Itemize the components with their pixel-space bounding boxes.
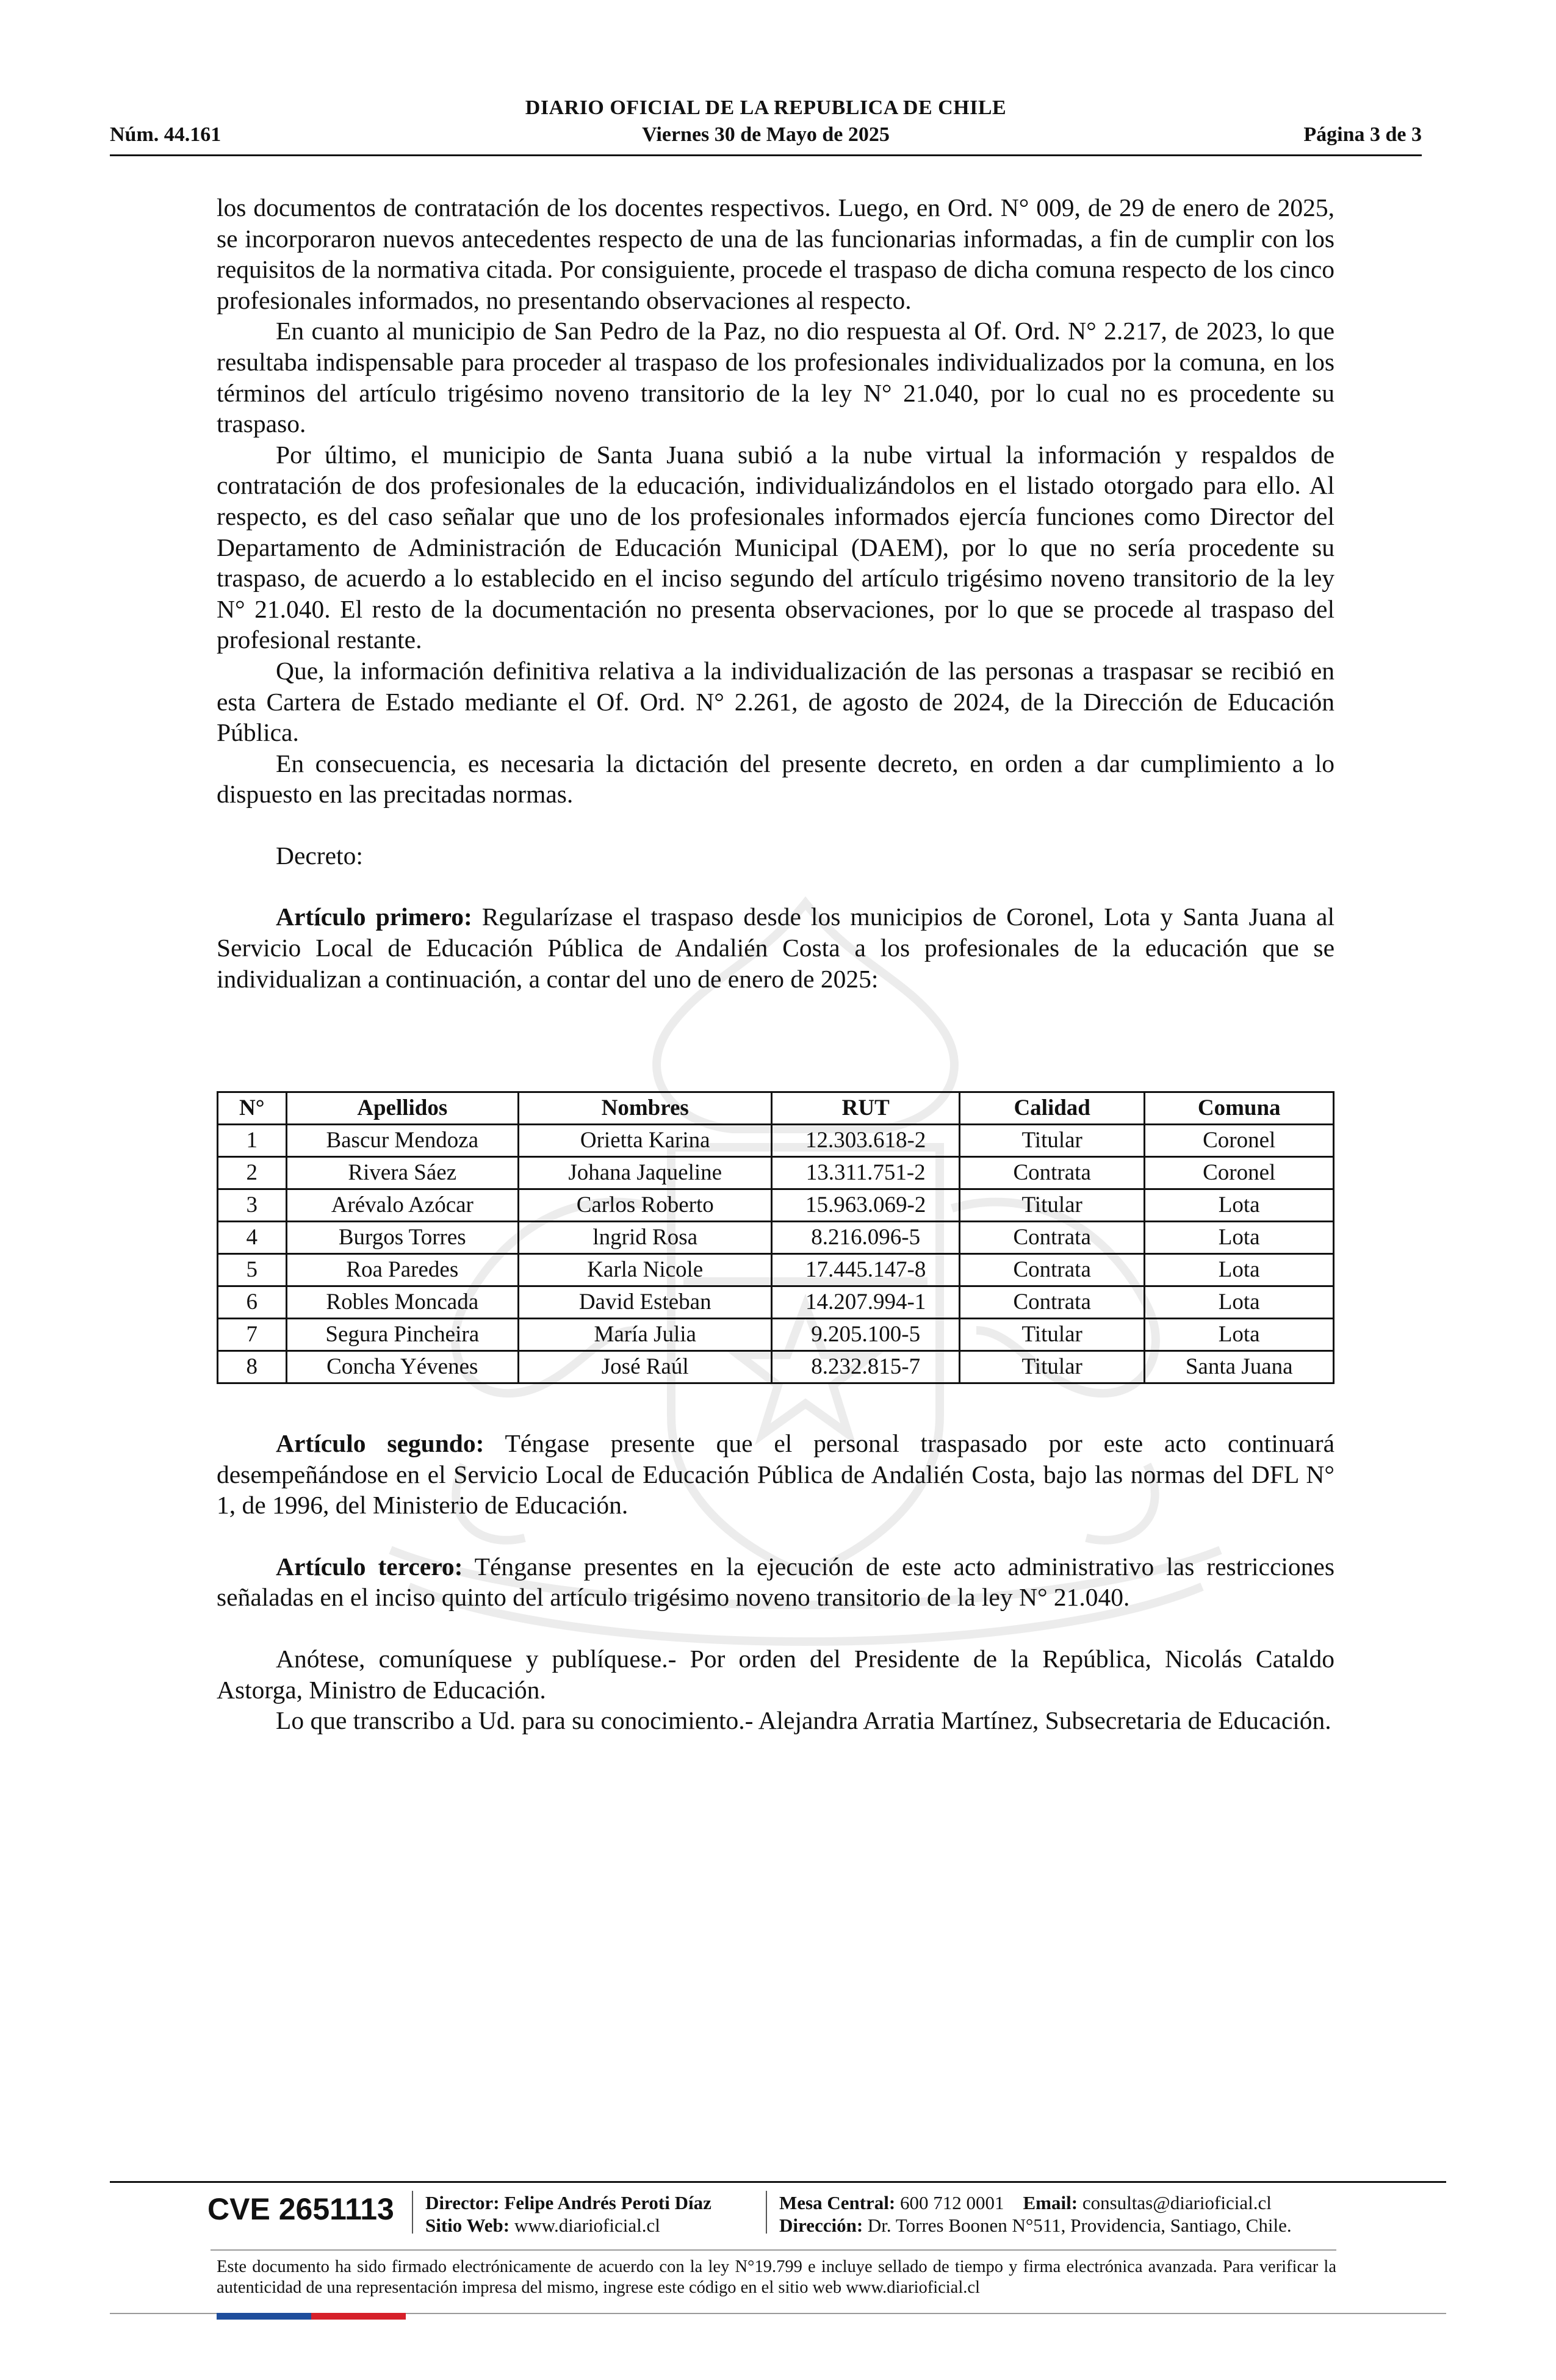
footer-mid-rule bbox=[211, 2249, 1336, 2251]
table-cell: Contrata bbox=[959, 1157, 1144, 1189]
table-cell: 2 bbox=[218, 1157, 287, 1189]
table-cell: 7 bbox=[218, 1319, 287, 1351]
flag-stripe bbox=[217, 2313, 406, 2320]
table-cell: Contrata bbox=[959, 1222, 1144, 1254]
table-cell: 13.311.751-2 bbox=[772, 1157, 959, 1189]
table-row bbox=[218, 1125, 1334, 1157]
table-cell: Contrata bbox=[959, 1254, 1144, 1286]
article-text: Regularízase el traspaso desde los municipios de Coronel, Lota y Santa Juana al Servicio Local de Educación Pública de Andalién Costa a los profesionales de la educación que se individualizan a continuación, a contar del uno de enero de 2025: bbox=[217, 903, 1335, 993]
closing-transcription: Lo que transcribo a Ud. para su conocimiento.- Alejandra Arratia Martínez, Subsecretaria de Educación. bbox=[276, 1706, 1331, 1735]
table-cell: Roa Paredes bbox=[286, 1254, 518, 1286]
paragraph: Por último, el municipio de Santa Juana subió a la nube virtual la información y respaldos de contratación de dos profesionales de la educación, individualizándolos en el listado otorgado para ello. Al respecto, es del caso señalar que uno de los profesionales informados ejercía funciones como Director del Departamento de Administración de Educación Municipal (DAEM), por lo que no sería procedente su traspaso, de acuerdo a lo establecido en el inciso segundo del artículo trigésimo noveno transitorio de la ley N° 21.040. El resto de la documentación no presenta observaciones, por lo que se procede al traspaso del profesional restante. bbox=[217, 440, 1334, 654]
table-cell: Lota bbox=[1145, 1189, 1334, 1222]
table-cell: Titular bbox=[959, 1125, 1144, 1157]
footer-divider bbox=[766, 2191, 767, 2234]
table-cell: Lota bbox=[1145, 1286, 1334, 1319]
article-text: Téngase presente que el personal traspasado por este acto continuará desempeñándose en el Servicio Local de Educación Pública de Andalién Costa, bajo las normas del DFL N° 1, de 1996, del Ministerio de Educación. bbox=[217, 1429, 1335, 1520]
column-header: RUT bbox=[772, 1092, 959, 1125]
table-cell: María Julia bbox=[518, 1319, 772, 1351]
table-row bbox=[218, 1189, 1334, 1222]
table-cell: Titular bbox=[959, 1189, 1144, 1222]
table-cell: 8.232.815-7 bbox=[772, 1351, 959, 1383]
article-text: Ténganse presentes en la ejecución de este acto administrativo las restricciones señaladas en el inciso quinto del artículo trigésimo noveno transitorio de la ley N° 21.040. bbox=[217, 1552, 1335, 1612]
issue-number: Núm. 44.161 bbox=[110, 123, 222, 146]
table-cell: 6 bbox=[218, 1286, 287, 1319]
site-link[interactable]: www.diarioficial.cl bbox=[514, 2215, 660, 2236]
professionals-table bbox=[217, 1091, 1334, 1384]
director-name: Felipe Andrés Peroti Díaz bbox=[504, 2192, 711, 2213]
table-cell: David Esteban bbox=[518, 1286, 772, 1319]
table-row bbox=[218, 1351, 1334, 1383]
table-cell: Segura Pincheira bbox=[286, 1319, 518, 1351]
issue-date: Viernes 30 de Mayo de 2025 bbox=[642, 123, 890, 146]
table-cell: Karla Nicole bbox=[518, 1254, 772, 1286]
table-cell: 12.303.618-2 bbox=[772, 1125, 959, 1157]
address-label: Dirección: bbox=[779, 2215, 863, 2236]
column-header: Apellidos bbox=[286, 1092, 518, 1125]
paragraph: En cuanto al municipio de San Pedro de la Paz, no dio respuesta al Of. Ord. N° 2.217, de 2023, lo que resultaba indispensable para proceder al traspaso de los profesionales individualizados por la comuna, en los términos del artículo trigésimo noveno transitorio de la ley N° 21.040, por lo cual no es procedente su traspaso. bbox=[217, 317, 1334, 438]
table-cell: Orietta Karina bbox=[518, 1125, 772, 1157]
table-cell: 5 bbox=[218, 1254, 287, 1286]
table-cell: Concha Yévenes bbox=[286, 1351, 518, 1383]
table-cell: 8 bbox=[218, 1351, 287, 1383]
table-cell: Coronel bbox=[1145, 1157, 1334, 1189]
table-row bbox=[218, 1319, 1334, 1351]
director-label: Director: bbox=[425, 2192, 500, 2213]
column-header: Comuna bbox=[1145, 1092, 1334, 1125]
mesa-phone: 600 712 0001 bbox=[900, 2192, 1004, 2213]
table-cell: Bascur Mendoza bbox=[286, 1125, 518, 1157]
table-header-row bbox=[218, 1092, 1334, 1125]
footer-divider bbox=[412, 2191, 413, 2234]
flag-blue-segment bbox=[217, 2313, 311, 2320]
footer-top-rule bbox=[110, 2181, 1446, 2183]
table-cell: Burgos Torres bbox=[286, 1222, 518, 1254]
table-row bbox=[218, 1254, 1334, 1286]
table-cell: Lota bbox=[1145, 1319, 1334, 1351]
article-label: Artículo tercero: bbox=[276, 1552, 463, 1581]
table-cell: Rivera Sáez bbox=[286, 1157, 518, 1189]
table-cell: 8.216.096-5 bbox=[772, 1222, 959, 1254]
table-row bbox=[218, 1286, 1334, 1319]
article-label: Artículo primero: bbox=[276, 903, 472, 931]
paragraph: Que, la información definitiva relativa a la individualización de las personas a traspasar se recibió en esta Cartera de Estado mediante el Of. Ord. N° 2.261, de agosto de 2024, de la Dirección de Educación Pública. bbox=[217, 656, 1334, 747]
paragraph: los documentos de contratación de los docentes respectivos. Luego, en Ord. N° 009, de 29 de enero de 2025, se incorporaron nuevos antecedentes respecto de una de las funcionarias informadas, a fin de cumplir con los requisitos de la normativa citada. Por consiguiente, procede el traspaso de dicha comuna respecto de los cinco profesionales informados, no presentando observaciones al respecto. bbox=[217, 193, 1334, 314]
table-cell: 9.205.100-5 bbox=[772, 1319, 959, 1351]
table-cell: 1 bbox=[218, 1125, 287, 1157]
table-cell: 4 bbox=[218, 1222, 287, 1254]
header-rule bbox=[110, 154, 1422, 156]
cve-code: CVE 2651113 bbox=[207, 2192, 394, 2226]
table-cell: Arévalo Azócar bbox=[286, 1189, 518, 1222]
table-cell: Johana Jaqueline bbox=[518, 1157, 772, 1189]
signature-note: Este documento ha sido firmado electrónicamente de acuerdo con la ley N°19.799 e incluye sellado de tiempo y firma electrónica avanzada. Para verificar la autenticidad de una representación impresa del mismo, ingrese este código en el sitio web www.diarioficial.cl bbox=[217, 2257, 1336, 2297]
closing-statement: Anótese, comuníquese y publíquese.- Por orden del Presidente de la República, Nicolás Cataldo Astorga, Ministro de Educación. bbox=[217, 1644, 1334, 1704]
column-header: N° bbox=[218, 1092, 287, 1125]
table-cell: 3 bbox=[218, 1189, 287, 1222]
publication-title: DIARIO OFICIAL DE LA REPUBLICA DE CHILE bbox=[525, 96, 1007, 119]
column-header: Calidad bbox=[959, 1092, 1144, 1125]
footer-contact-block bbox=[779, 2191, 1292, 2237]
site-label: Sitio Web: bbox=[425, 2215, 510, 2236]
table-cell: Lota bbox=[1145, 1222, 1334, 1254]
table-cell: Robles Moncada bbox=[286, 1286, 518, 1319]
footer-director-block bbox=[425, 2191, 711, 2237]
flag-red-segment bbox=[311, 2313, 406, 2320]
table-cell: Titular bbox=[959, 1319, 1144, 1351]
table-cell: 17.445.147-8 bbox=[772, 1254, 959, 1286]
article-second bbox=[217, 1428, 1334, 1521]
decree-articles bbox=[217, 1428, 1334, 1736]
email-link[interactable]: consultas@diarioficial.cl bbox=[1082, 2192, 1272, 2213]
table-row bbox=[218, 1222, 1334, 1254]
page-header bbox=[110, 92, 1422, 159]
table-cell: 15.963.069-2 bbox=[772, 1189, 959, 1222]
mesa-label: Mesa Central: bbox=[779, 2192, 896, 2213]
table-cell: 14.207.994-1 bbox=[772, 1286, 959, 1319]
address-text: Dr. Torres Boonen N°511, Providencia, Santiago, Chile. bbox=[867, 2215, 1292, 2236]
column-header: Nombres bbox=[518, 1092, 772, 1125]
table-cell: lngrid Rosa bbox=[518, 1222, 772, 1254]
table-cell: Lota bbox=[1145, 1254, 1334, 1286]
table-row bbox=[218, 1157, 1334, 1189]
table-cell: Coronel bbox=[1145, 1125, 1334, 1157]
paragraph: En consecuencia, es necesaria la dictación del presente decreto, en orden a dar cumplimiento a lo dispuesto en las precitadas normas. bbox=[217, 749, 1334, 809]
table-cell: José Raúl bbox=[518, 1351, 772, 1383]
decreto-heading: Decreto: bbox=[276, 841, 363, 870]
table-cell: Titular bbox=[959, 1351, 1144, 1383]
decree-body bbox=[217, 192, 1334, 994]
article-label: Artículo segundo: bbox=[276, 1429, 484, 1457]
email-label: Email: bbox=[1023, 2192, 1078, 2213]
table-cell: Contrata bbox=[959, 1286, 1144, 1319]
table-cell: Santa Juana bbox=[1145, 1351, 1334, 1383]
page-number: Página 3 de 3 bbox=[1303, 123, 1422, 146]
article-third bbox=[217, 1551, 1334, 1613]
article-first bbox=[217, 901, 1334, 994]
table-cell: Carlos Roberto bbox=[518, 1189, 772, 1222]
